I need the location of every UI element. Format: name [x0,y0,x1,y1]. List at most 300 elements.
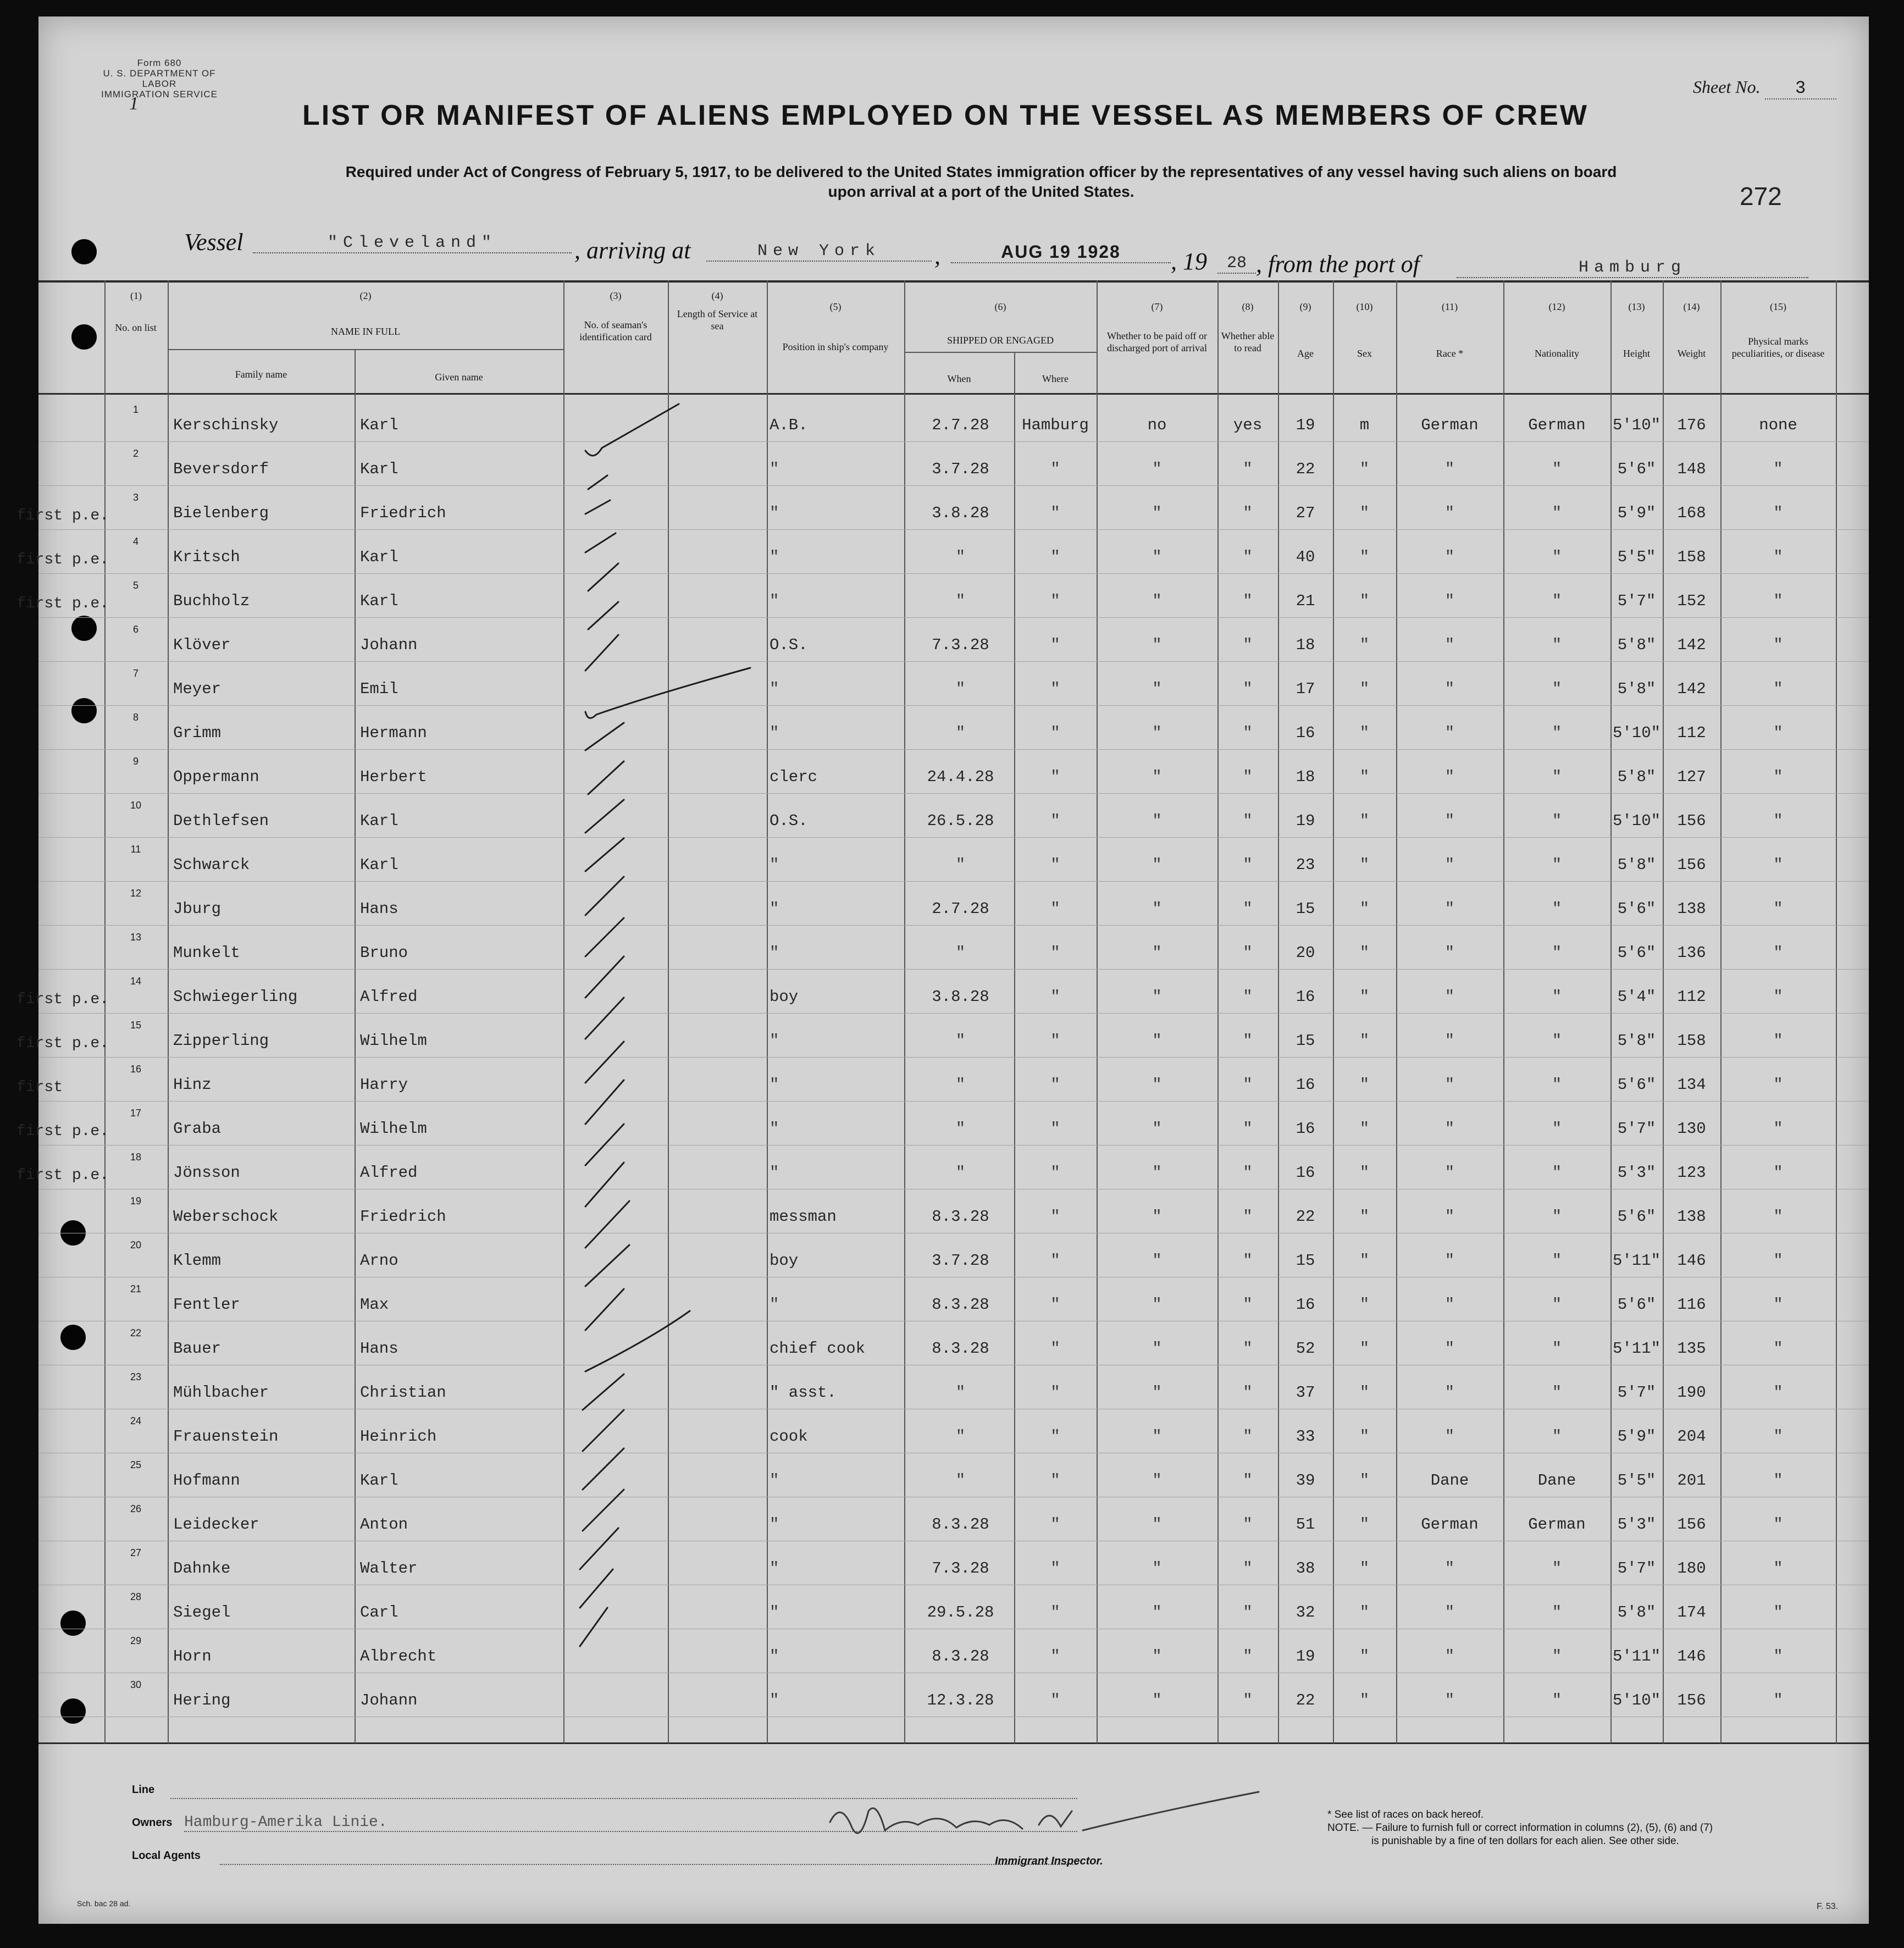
row-number: 21 [130,1283,142,1294]
row-given-name: Karl [360,416,398,434]
row-family-name: Bielenberg [173,504,269,522]
row-able-to-read: " [1243,1427,1253,1446]
row-paid-off: " [1152,1383,1162,1402]
row-race: " [1444,1252,1455,1270]
row-paid-off: " [1152,1252,1162,1270]
row-physical-marks: none [1759,416,1797,434]
row-height: 5'10" [1612,416,1661,434]
row-weight: 158 [1677,548,1706,566]
row-position: " [770,1471,779,1490]
row-age: 19 [1296,1647,1315,1665]
row-physical-marks: " [1773,1296,1783,1314]
row-nationality: " [1552,1691,1562,1709]
row-age: 39 [1296,1471,1315,1490]
row-race: " [1444,1076,1455,1094]
row-where: " [1050,1296,1060,1314]
row-height: 5'5" [1617,1471,1656,1490]
row-physical-marks: " [1773,1559,1783,1578]
row-when: 24.4.28 [927,768,994,786]
row-when: 29.5.28 [927,1603,994,1622]
row-weight: 130 [1677,1120,1706,1138]
row-height: 5'11" [1612,1252,1661,1270]
row-able-to-read: " [1243,1252,1253,1270]
row-nationality: " [1552,1032,1562,1050]
row-age: 16 [1296,724,1315,742]
row-physical-marks: " [1773,680,1783,698]
row-paid-off: " [1152,724,1162,742]
column-number: (11) [1441,301,1458,312]
row-when: 8.3.28 [932,1208,989,1226]
table-row [16,486,1869,530]
row-number: 11 [130,844,141,855]
row-family-name: Hinz [173,1076,212,1094]
row-weight: 156 [1677,856,1706,874]
row-where: " [1050,1340,1060,1358]
row-sex: " [1359,1559,1370,1578]
row-position: " [770,1076,779,1094]
row-position: boy [770,988,799,1006]
form-number: Form 680 [137,58,182,68]
row-weight: 180 [1677,1559,1706,1578]
row-age: 32 [1296,1603,1315,1622]
row-paid-off: " [1152,1471,1162,1490]
header-family-name: Family name [235,369,287,380]
row-sex: " [1359,1471,1370,1490]
row-given-name: Karl [360,1471,398,1490]
table-row [16,1102,1869,1146]
crew-table [16,280,1869,1753]
column-number: (15) [1770,301,1786,312]
row-when: " [955,944,966,962]
row-number: 17 [130,1108,142,1119]
row-height: 5'4" [1617,988,1656,1006]
table-row [38,618,1869,662]
row-weight: 168 [1677,504,1706,522]
row-height: 5'8" [1617,636,1656,654]
form-code: F. 53. [1817,1902,1839,1911]
row-when: " [955,680,966,698]
row-able-to-read: " [1243,856,1253,874]
header-sex: Sex [1357,348,1372,359]
row-able-to-read: " [1243,1691,1253,1709]
row-sex: " [1359,592,1370,610]
row-note: first p.e. [16,507,109,524]
row-number: 7 [132,668,139,679]
row-race: " [1444,504,1455,522]
row-weight: 112 [1677,724,1706,742]
row-when: 8.3.28 [932,1340,989,1358]
row-paid-off: " [1152,812,1162,830]
row-given-name: Wilhelm [360,1032,427,1050]
row-position: " [770,1120,779,1138]
row-weight: 152 [1677,592,1706,610]
row-family-name: Leidecker [173,1515,259,1534]
row-height: 5'3" [1617,1164,1656,1182]
row-family-name: Dahnke [173,1559,231,1578]
row-when: 3.8.28 [932,988,989,1006]
row-race: German [1421,416,1479,434]
row-able-to-read: " [1243,1559,1253,1578]
row-age: 16 [1296,1164,1315,1182]
row-nationality: " [1552,1647,1562,1665]
row-given-name: Karl [360,548,398,566]
row-given-name: Anton [360,1515,408,1534]
column-number: (2) [359,290,372,301]
row-race: " [1444,1208,1455,1226]
row-age: 19 [1296,812,1315,830]
row-race: " [1444,900,1455,918]
row-number: 8 [132,712,139,723]
row-race: " [1444,856,1455,874]
row-able-to-read: " [1243,944,1253,962]
row-paid-off: " [1152,1559,1162,1578]
row-able-to-read: " [1243,1296,1253,1314]
row-paid-off: " [1152,680,1162,698]
column-number: (8) [1242,301,1254,312]
table-body [16,399,1869,1740]
row-given-name: Max [360,1296,389,1314]
header-no-on-list: No. on list [115,322,157,333]
row-age: 16 [1296,1120,1315,1138]
row-given-name: Christian [360,1383,446,1402]
from-port-label: , from the port of [1256,251,1420,278]
header-race: Race * [1436,348,1464,359]
row-physical-marks: " [1773,1164,1783,1182]
row-nationality: " [1552,1208,1562,1226]
row-paid-off: " [1152,900,1162,918]
row-where: " [1050,812,1060,830]
row-height: 5'6" [1617,1296,1656,1314]
header-age: Age [1297,348,1314,359]
row-sex: " [1359,988,1370,1006]
row-height: 5'11" [1612,1647,1661,1665]
row-when: " [955,1076,966,1094]
row-age: 38 [1296,1559,1315,1578]
table-row [38,399,1869,442]
row-given-name: Friedrich [360,504,446,522]
row-age: 22 [1296,1208,1315,1226]
row-when: " [955,1032,966,1050]
subtitle-line-2: upon arrival at a port of the United States. [828,183,1134,200]
row-where: " [1050,1559,1060,1578]
row-physical-marks: " [1773,988,1783,1006]
row-weight: 156 [1677,1691,1706,1709]
row-family-name: Meyer [173,680,222,698]
comma-separator: , [934,242,940,269]
row-able-to-read: " [1243,1647,1253,1665]
row-paid-off: " [1152,1208,1162,1226]
row-height: 5'10" [1612,1691,1661,1709]
row-number: 2 [132,448,139,459]
row-sex: " [1359,504,1370,522]
table-row [38,1630,1869,1674]
row-sex: " [1359,812,1370,830]
row-race: " [1444,1383,1455,1402]
row-when: 3.7.28 [932,1252,989,1270]
row-race: " [1444,1427,1455,1446]
row-when: 2.7.28 [932,900,989,918]
row-age: 33 [1296,1427,1315,1446]
row-weight: 134 [1677,1076,1706,1094]
row-age: 16 [1296,988,1315,1006]
header-subrule [904,352,1097,353]
row-when: 7.3.28 [932,636,989,654]
row-position: " [770,1559,779,1578]
arrival-year: 28 [1217,254,1256,274]
note-line-1: NOTE. — Failure to furnish full or correct information in columns (2), (5), (6) and (7) [1327,1822,1713,1834]
row-position: " [770,1515,779,1534]
row-paid-off: " [1152,1603,1162,1622]
row-paid-off: " [1152,1515,1162,1534]
row-physical-marks: " [1773,548,1783,566]
row-when: 26.5.28 [927,812,994,830]
row-physical-marks: " [1773,1603,1783,1622]
row-when: " [955,548,966,566]
row-able-to-read: " [1243,1076,1253,1094]
row-race: " [1444,1559,1455,1578]
row-given-name: Karl [360,460,398,478]
row-weight: 201 [1677,1471,1706,1490]
row-able-to-read: " [1243,1603,1253,1622]
row-height: 5'8" [1617,768,1656,786]
row-age: 22 [1296,460,1315,478]
table-top-rule [38,280,1869,283]
table-row [16,1146,1869,1190]
row-number: 18 [130,1152,142,1163]
row-sex: " [1359,680,1370,698]
row-nationality: " [1552,680,1562,698]
row-number: 26 [130,1503,142,1514]
row-race: " [1444,1340,1455,1358]
row-number: 27 [130,1547,142,1558]
row-sex: " [1359,548,1370,566]
row-weight: 190 [1677,1383,1706,1402]
row-height: 5'11" [1612,1340,1661,1358]
table-row [38,442,1869,486]
row-family-name: Zipperling [173,1032,269,1050]
row-where: " [1050,900,1060,918]
row-nationality: German [1528,1515,1586,1534]
row-height: 5'7" [1617,1383,1656,1402]
row-sex: " [1359,900,1370,918]
row-race: " [1444,1120,1455,1138]
row-nationality: " [1552,944,1562,962]
row-race: " [1444,592,1455,610]
table-row [38,1542,1869,1586]
row-when: 12.3.28 [927,1691,994,1709]
row-race: " [1444,812,1455,830]
row-age: 23 [1296,856,1315,874]
row-given-name: Johann [360,1691,418,1709]
row-family-name: Fentler [173,1296,240,1314]
row-race: " [1444,1603,1455,1622]
row-when: 2.7.28 [932,416,989,434]
row-sex: " [1359,1691,1370,1709]
row-number: 6 [132,624,139,635]
row-race: " [1444,1164,1455,1182]
row-where: " [1050,504,1060,522]
row-sex: " [1359,1515,1370,1534]
row-family-name: Schwiegerling [173,988,298,1006]
row-nationality: " [1552,900,1562,918]
row-weight: 158 [1677,1032,1706,1050]
row-race: " [1444,1296,1455,1314]
row-sex: " [1359,856,1370,874]
row-when: " [955,592,966,610]
row-height: 5'8" [1617,680,1656,698]
row-physical-marks: " [1773,1120,1783,1138]
row-family-name: Grimm [173,724,222,742]
row-height: 5'7" [1617,1120,1656,1138]
note-line-2: is punishable by a fine of ten dollars for each alien. See other side. [1371,1835,1679,1847]
form-identifier [99,58,220,99]
row-where: " [1050,680,1060,698]
row-nationality: " [1552,460,1562,478]
row-age: 17 [1296,680,1315,698]
row-able-to-read: " [1243,548,1253,566]
footer-agents-label: Local Agents [132,1850,201,1862]
row-family-name: Hering [173,1691,231,1709]
row-when: " [955,856,966,874]
row-sex: m [1359,416,1370,434]
row-where: " [1050,1252,1060,1270]
row-number: 12 [130,888,142,899]
row-position: cook [770,1427,808,1446]
row-sex: " [1359,1164,1370,1182]
row-note: first p.e. [16,1167,109,1184]
row-number: 29 [130,1635,142,1646]
row-nationality: " [1552,1296,1562,1314]
row-nationality: Dane [1537,1471,1576,1490]
row-race: " [1444,1647,1455,1665]
table-row [38,1190,1869,1234]
row-given-name: Albrecht [360,1647,437,1665]
row-age: 20 [1296,944,1315,962]
row-able-to-read: " [1243,988,1253,1006]
row-paid-off: " [1152,856,1162,874]
table-row [38,1410,1869,1454]
row-physical-marks: " [1773,460,1783,478]
row-age: 27 [1296,504,1315,522]
row-family-name: Mühlbacher [173,1383,269,1402]
row-given-name: Hans [360,1340,398,1358]
row-position: " [770,1647,779,1665]
row-note: first p.e. [16,595,109,612]
row-given-name: Emil [360,680,398,698]
row-given-name: Wilhelm [360,1120,427,1138]
row-where: " [1050,1120,1060,1138]
row-age: 21 [1296,592,1315,610]
row-where: " [1050,856,1060,874]
row-where: " [1050,768,1060,786]
row-number: 14 [130,976,142,987]
table-row [16,1014,1869,1058]
row-able-to-read: " [1243,1383,1253,1402]
header-paid-off: Whether to be paid off or discharged port of arrival [1106,330,1208,353]
row-physical-marks: " [1773,1427,1783,1446]
row-nationality: " [1552,812,1562,830]
table-row [16,574,1869,618]
row-able-to-read: " [1243,724,1253,742]
row-nationality: " [1552,1559,1562,1578]
row-number: 16 [130,1064,142,1075]
footer-owners-label: Owners [132,1817,173,1829]
row-physical-marks: " [1773,504,1783,522]
row-age: 37 [1296,1383,1315,1402]
row-physical-marks: " [1773,636,1783,654]
row-sex: " [1359,1647,1370,1665]
row-physical-marks: " [1773,1471,1783,1490]
row-physical-marks: " [1773,944,1783,962]
row-number: 5 [132,580,139,591]
column-number: (12) [1548,301,1565,312]
table-row [38,1454,1869,1498]
row-when: " [955,1383,966,1402]
row-race: " [1444,1032,1455,1050]
row-nationality: " [1552,1076,1562,1094]
row-family-name: Siegel [173,1603,231,1622]
row-physical-marks: " [1773,1515,1783,1534]
table-row [38,1674,1869,1718]
row-given-name: Hans [360,900,398,918]
row-given-name: Herbert [360,768,427,786]
row-when: 7.3.28 [932,1559,989,1578]
row-nationality: " [1552,636,1562,654]
row-nationality: " [1552,1164,1562,1182]
row-weight: 123 [1677,1164,1706,1182]
row-weight: 146 [1677,1647,1706,1665]
row-number: 10 [130,800,142,811]
row-able-to-read: " [1243,1515,1253,1534]
table-bottom-rule [38,1742,1869,1744]
row-where: " [1050,1076,1060,1094]
row-able-to-read: " [1243,592,1253,610]
row-paid-off: " [1152,944,1162,962]
table-row [38,706,1869,750]
row-nationality: " [1552,592,1562,610]
races-note: * See list of races on back hereof. [1327,1809,1484,1820]
column-number: (4) [711,290,723,301]
row-race: " [1444,768,1455,786]
header-subrule [168,349,563,350]
row-able-to-read: " [1243,1164,1253,1182]
row-family-name: Jburg [173,900,222,918]
row-height: 5'8" [1617,1603,1656,1622]
row-position: " [770,680,779,698]
row-able-to-read: " [1243,1120,1253,1138]
header-weight: Weight [1677,348,1706,359]
row-nationality: " [1552,724,1562,742]
row-position: chief cook [770,1340,866,1358]
header-length-service: Length of Service at sea [677,308,758,331]
row-age: 15 [1296,1032,1315,1050]
header-where: Where [1042,373,1069,384]
row-race: " [1444,680,1455,698]
row-position: " [770,1164,779,1182]
row-sex: " [1359,1252,1370,1270]
manifest-sheet [16,16,1869,1924]
row-family-name: Graba [173,1120,222,1138]
row-able-to-read: " [1243,768,1253,786]
row-physical-marks: " [1773,1647,1783,1665]
row-family-name: Buchholz [173,592,250,610]
row-position: A.B. [770,416,808,434]
row-nationality: " [1552,1427,1562,1446]
row-position: " [770,460,779,478]
row-age: 40 [1296,548,1315,566]
row-where: " [1050,1208,1060,1226]
row-note: first [16,1079,63,1096]
